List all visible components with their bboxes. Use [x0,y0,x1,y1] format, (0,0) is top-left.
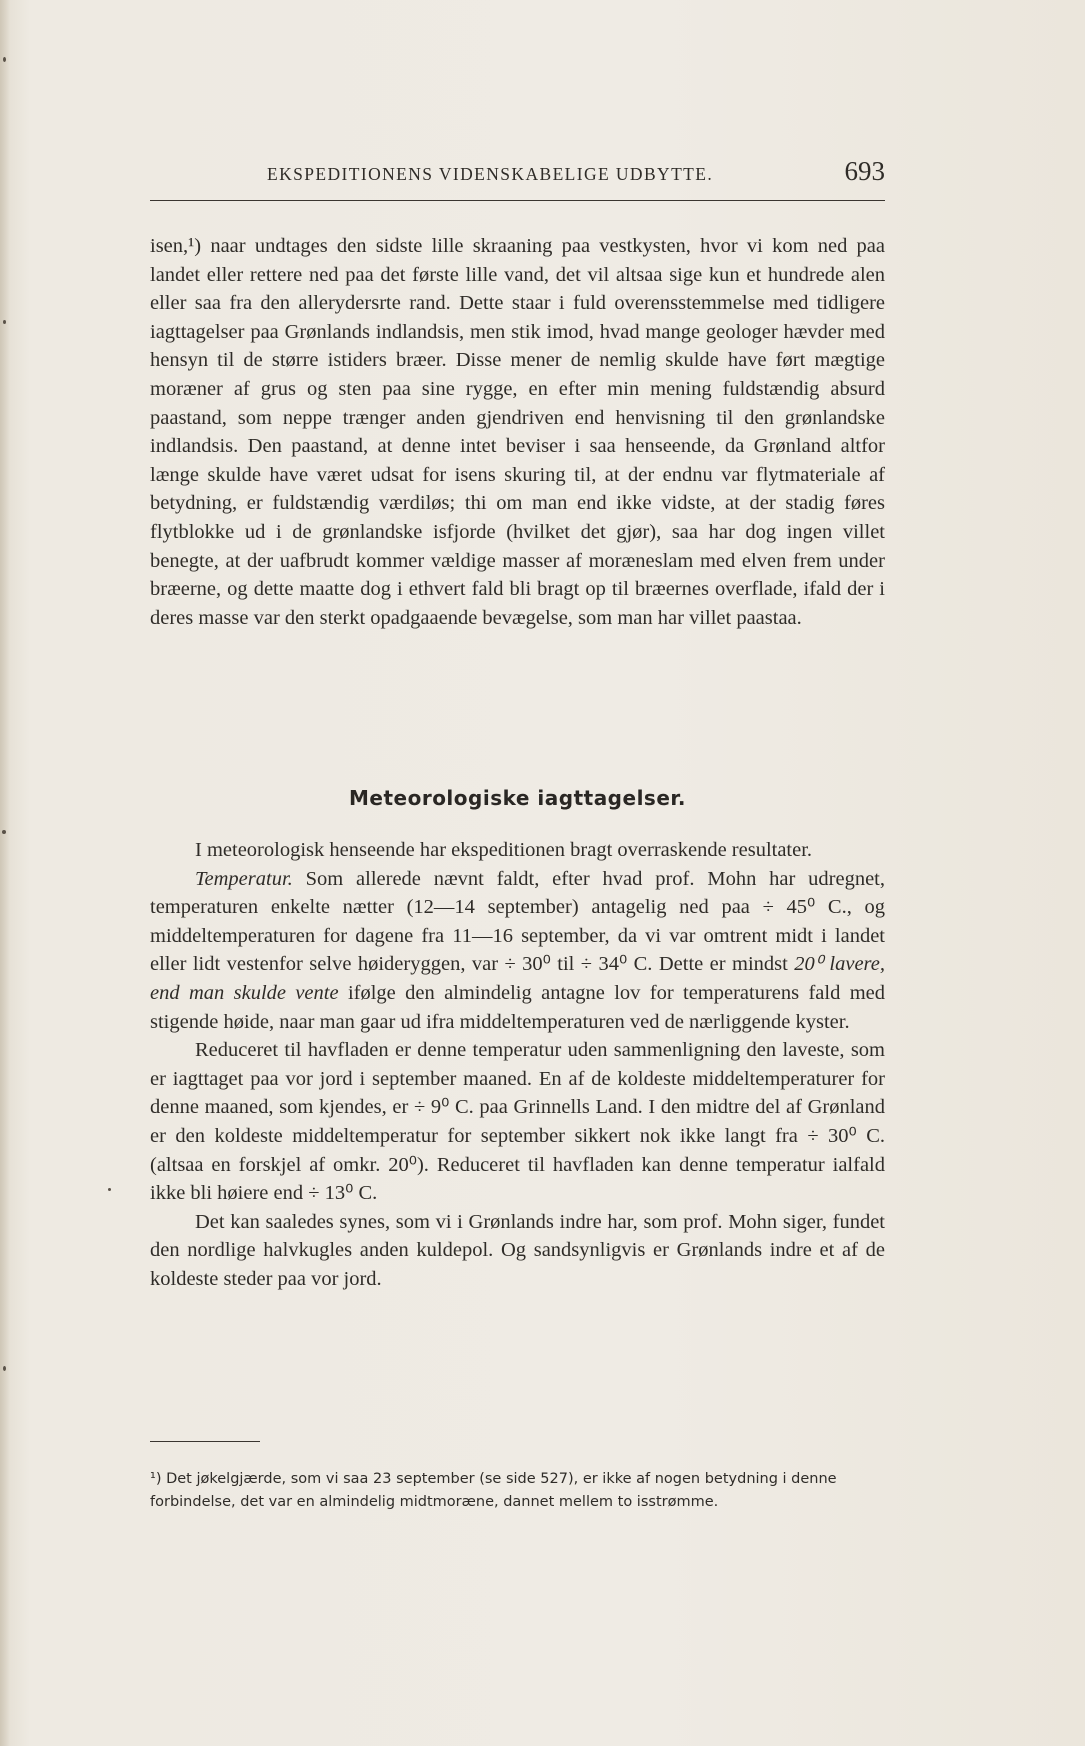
footnote-divider [150,1441,260,1442]
paragraph-cold-pole: Det kan saaledes synes, som vi i Grønlands indre har, som prof. Mohn siger, fundet den nordlige halvkugles anden kuldepol. Og sandsynligvis er Grønlands indre et af de koldeste steder paa vor jord. [150,1210,885,1290]
margin-speck [3,1366,6,1371]
paragraph-reduction: Reduceret til havfladen er denne temperatur uden sammenligning den laveste, som er iagttaget paa vor jord i september maaned. En af de koldeste middeltemperaturer for denne maaned, som kjendes, er ÷ 9⁰ C. paa Grinnells Land. I den midtre del af Grønland er den koldeste middeltemperatur for september sikkert nok ikke langt fra ÷ 30⁰ C. (altsaa en forskjel af omkr. 20⁰). Reduceret til havfladen kan denne temperatur ialfald ikke bli høiere end ÷ 13⁰ C. [150,1039,885,1205]
margin-speck [3,320,6,324]
page-number: 693 [844,156,885,186]
footnote-marker: ¹) [150,1471,162,1487]
temperature-text-a: Som allerede nævnt faldt, efter hvad prof. Mohn har udregnet, temperaturen enkelte nætter (12—14 september) antagelig ned paa ÷ 45⁰ C., og middeltemperaturen for dagene fra 11—16 september, da vi var omtrent midt i landet eller lidt vestenfor selve høideryggen, var ÷ 30⁰ til ÷ 34⁰ C. Dette er mindst [150,867,885,976]
intro-paragraph: isen,¹) naar undtages den sidste lille skraaning paa vestkysten, hvor vi kom ned paa landet eller rettere ned paa det første lille vand, det vil altsaa sige kun et hundrede alen eller saa fra den allerydersrte rand. Dette staar i fuld overensstemmelse med tidligere iagttagelser paa Grønlands indlandsis, men stik imod, hvad mange geologer hævder med hensyn til de større istiders bræer. Disse mener de nemlig skulde have ført mægtige moræner af grus og sten paa sine rygge, en efter min mening fuldstændig absurd paastand, som neppe trænger anden gjendriven end henvisning til den grønlandske indlandsis. Den paastand, at denne intet beviser i saa henseende, da Grønland altfor længe skulde have været udsat for isens skuring til, at der endnu var flytmateriale af betydning, er fuldstændig værdiløs; thi om man end ikke vidste, at der stadig føres flytblokke ud i de grønlandske isfjorde (hvilket det gjør), saa har dog ingen villet benegte, at der uafbrudt kommer vældige masser af moræneslam med elven frem under bræerne, og dette maatte dog i ethvert fald bli bragt op til bræernes overflade, ifald der i deres masse var den sterkt opadgaaende bevægelse, som man har villet paastaa. [150,235,885,629]
margin-speck [2,830,6,834]
paragraph-meteorology-intro: I meteorologisk henseende har ekspeditionen bragt overraskende resultater. [195,839,813,861]
intro-paragraph-block [150,232,885,632]
running-header [150,156,885,201]
footnote-text-line [150,1468,885,1514]
footnote [150,1468,885,1514]
temperature-label: Temperatur. [195,867,293,890]
page-edge-shadow [0,0,10,1746]
footnote-text: Det jøkelgjærde, som vi saa 23 september (se side 527), er ikke af nogen betydning i denne forbindelse, det var en almindelig midtmoræne, dannet mellem to isstrømme. [150,1471,837,1510]
temperature-emphasis: 20⁰ lavere, end man skulde vente [150,953,885,1004]
section-heading: Meteorologiske iagttagelser. [349,786,686,810]
margin-speck [3,57,6,62]
section-body [150,836,885,1294]
paragraph-temperature [150,865,885,1037]
running-title: EKSPEDITIONENS VIDENSKABELIGE UDBYTTE. [267,164,714,184]
temperature-text-b: ifølge den almindelig antagne lov for temperaturens fald med stigende høide, naar man gaar ud ifra middeltemperaturen ved de nærliggende kyster. [150,981,885,1033]
margin-speck [108,1188,111,1191]
